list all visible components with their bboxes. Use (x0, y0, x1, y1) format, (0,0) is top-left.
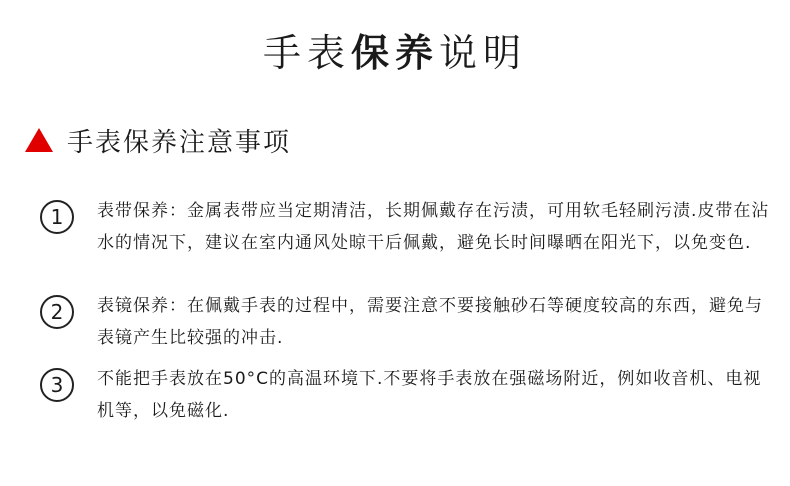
list-item (40, 195, 770, 259)
circled-number: 3 (40, 368, 74, 402)
page-title (0, 28, 790, 78)
item-text: 表镜保养：在佩戴手表的过程中，需要注意不要接触砂石等硬度较高的东西，避免与表镜产生比较强的冲击. (97, 296, 763, 348)
item-text: 不能把手表放在50°C的高温环境下.不要将手表放在强磁场附近，例如收音机、电视机等，以免磁化. (97, 369, 762, 421)
item-text: 表带保养：金属表带应当定期清洁，长期佩戴存在污渍，可用软毛轻刷污渍.皮带在沾水的情况下，建议在室内通风处晾干后佩戴，避免长时间曝晒在阳光下，以免变色. (97, 201, 770, 253)
title-prefix: 手表 (262, 31, 351, 75)
circled-number: 1 (40, 200, 74, 234)
red-triangle-icon (25, 128, 53, 152)
title-bold: 保养 (350, 31, 439, 75)
list-item (40, 363, 770, 427)
section-header (25, 118, 291, 162)
list-item (40, 290, 770, 354)
circled-number: 2 (40, 295, 74, 329)
section-heading: 手表保养注意事项 (67, 127, 292, 158)
title-suffix: 说明 (439, 31, 528, 75)
